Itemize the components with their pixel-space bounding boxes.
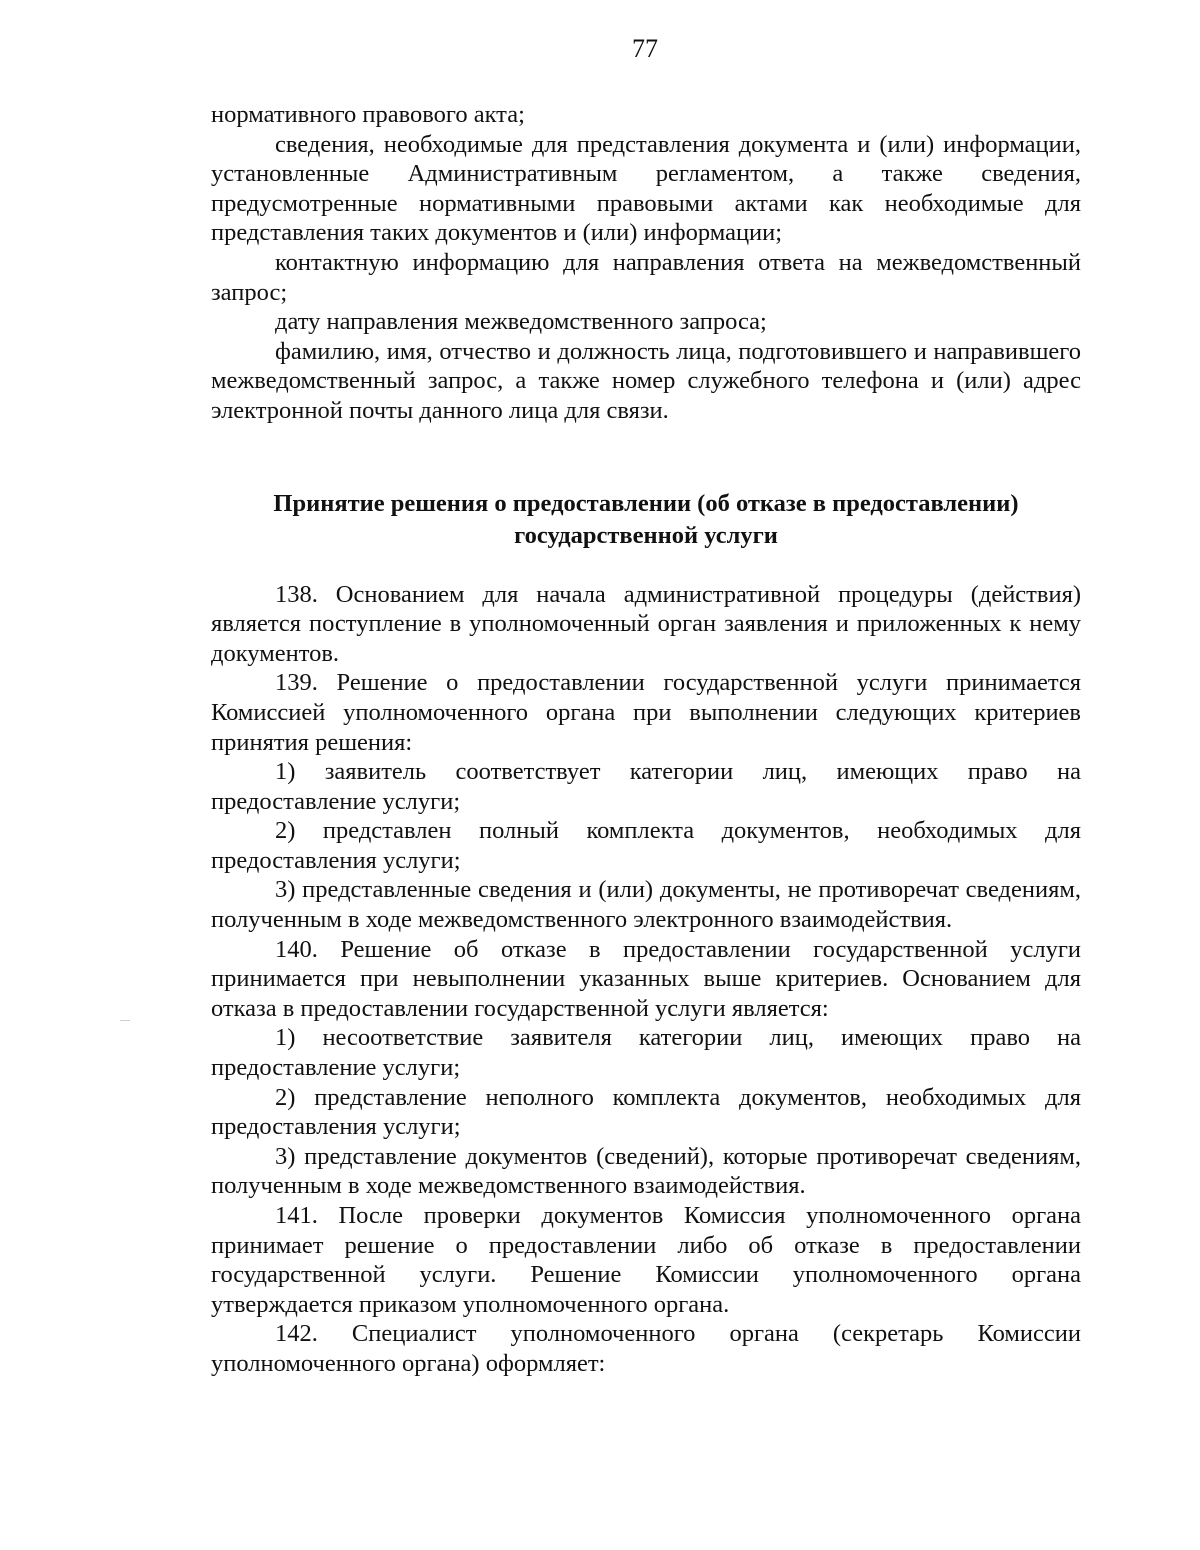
intro-paragraph-contact-info: контактную информацию для направления ответа на межведомственный запрос; bbox=[211, 248, 1081, 306]
page-number: 77 bbox=[632, 34, 658, 63]
paragraph-140-item-2: 2) представление неполного комплекта документов, необходимых для предоставления услуги; bbox=[211, 1083, 1081, 1141]
intro-paragraph-person-details: фамилию, имя, отчество и должность лица, подготовившего и направившего межведомственный запрос, а также номер служебного телефона и (или) адрес электронной почты данного лица для связи. bbox=[211, 337, 1081, 424]
paragraph-140-item-1: 1) несоответствие заявителя категории лиц, имеющих право на предоставление услуги; bbox=[211, 1024, 1081, 1082]
paragraph-138: 138. Основанием для начала административной процедуры (действия) является поступление в уполномоченный орган заявления и приложенных к нему документов. bbox=[211, 580, 1081, 667]
paragraph-139-item-3: 3) представленные сведения и (или) документы, не противоречат сведениям, полученным в ходе межведомственного электронного взаимодействия. bbox=[211, 876, 1081, 934]
paragraph-141: 141. После проверки документов Комиссия уполномоченного органа принимает решение о предоставлении либо об отказе в предоставлении государственной услуги. Решение Комиссии уполномоченного органа утверждается приказом уполномоченного органа. bbox=[211, 1202, 1081, 1318]
section-heading bbox=[211, 488, 1081, 552]
section-heading-line-2: государственной услуги bbox=[514, 521, 778, 549]
paragraph-139-item-1: 1) заявитель соответствует категории лиц, имеющих право на предоставление услуги; bbox=[211, 758, 1081, 815]
paragraph-140-item-3: 3) представление документов (сведений), которые противоречат сведениям, полученным в ходе межведомственного взаимодействия. bbox=[211, 1142, 1081, 1200]
document-body bbox=[211, 100, 1081, 1379]
paragraph-139-item-2: 2) представлен полный комплекта документов, необходимых для предоставления услуги; bbox=[211, 817, 1081, 874]
paragraph-142: 142. Специалист уполномоченного органа (секретарь Комиссии уполномоченного органа) оформляет: bbox=[211, 1320, 1081, 1377]
paragraph-139: 139. Решение о предоставлении государственной услуги принимается Комиссией уполномоченного органа при выполнении следующих критериев принятия решения: bbox=[211, 669, 1081, 756]
intro-paragraph-info-details: сведения, необходимые для представления документа и (или) информации, установленные Административным регламентом, а также сведения, предусмотренные нормативными правовыми актами как необходимые для представления таких документов и (или) информации; bbox=[211, 130, 1081, 247]
intro-paragraph-request-date: дату направления межведомственного запроса; bbox=[275, 308, 767, 336]
paragraph-140: 140. Решение об отказе в предоставлении государственной услуги принимается при невыполнении указанных выше критериев. Основанием для отказа в предоставлении государственной услуги является: bbox=[211, 935, 1081, 1022]
section-heading-line-1: Принятие решения о предоставлении (об отказе в предоставлении) bbox=[273, 489, 1019, 517]
intro-paragraph-continuation: нормативного правового акта; bbox=[211, 101, 525, 128]
scan-margin-mark bbox=[120, 1020, 130, 1021]
